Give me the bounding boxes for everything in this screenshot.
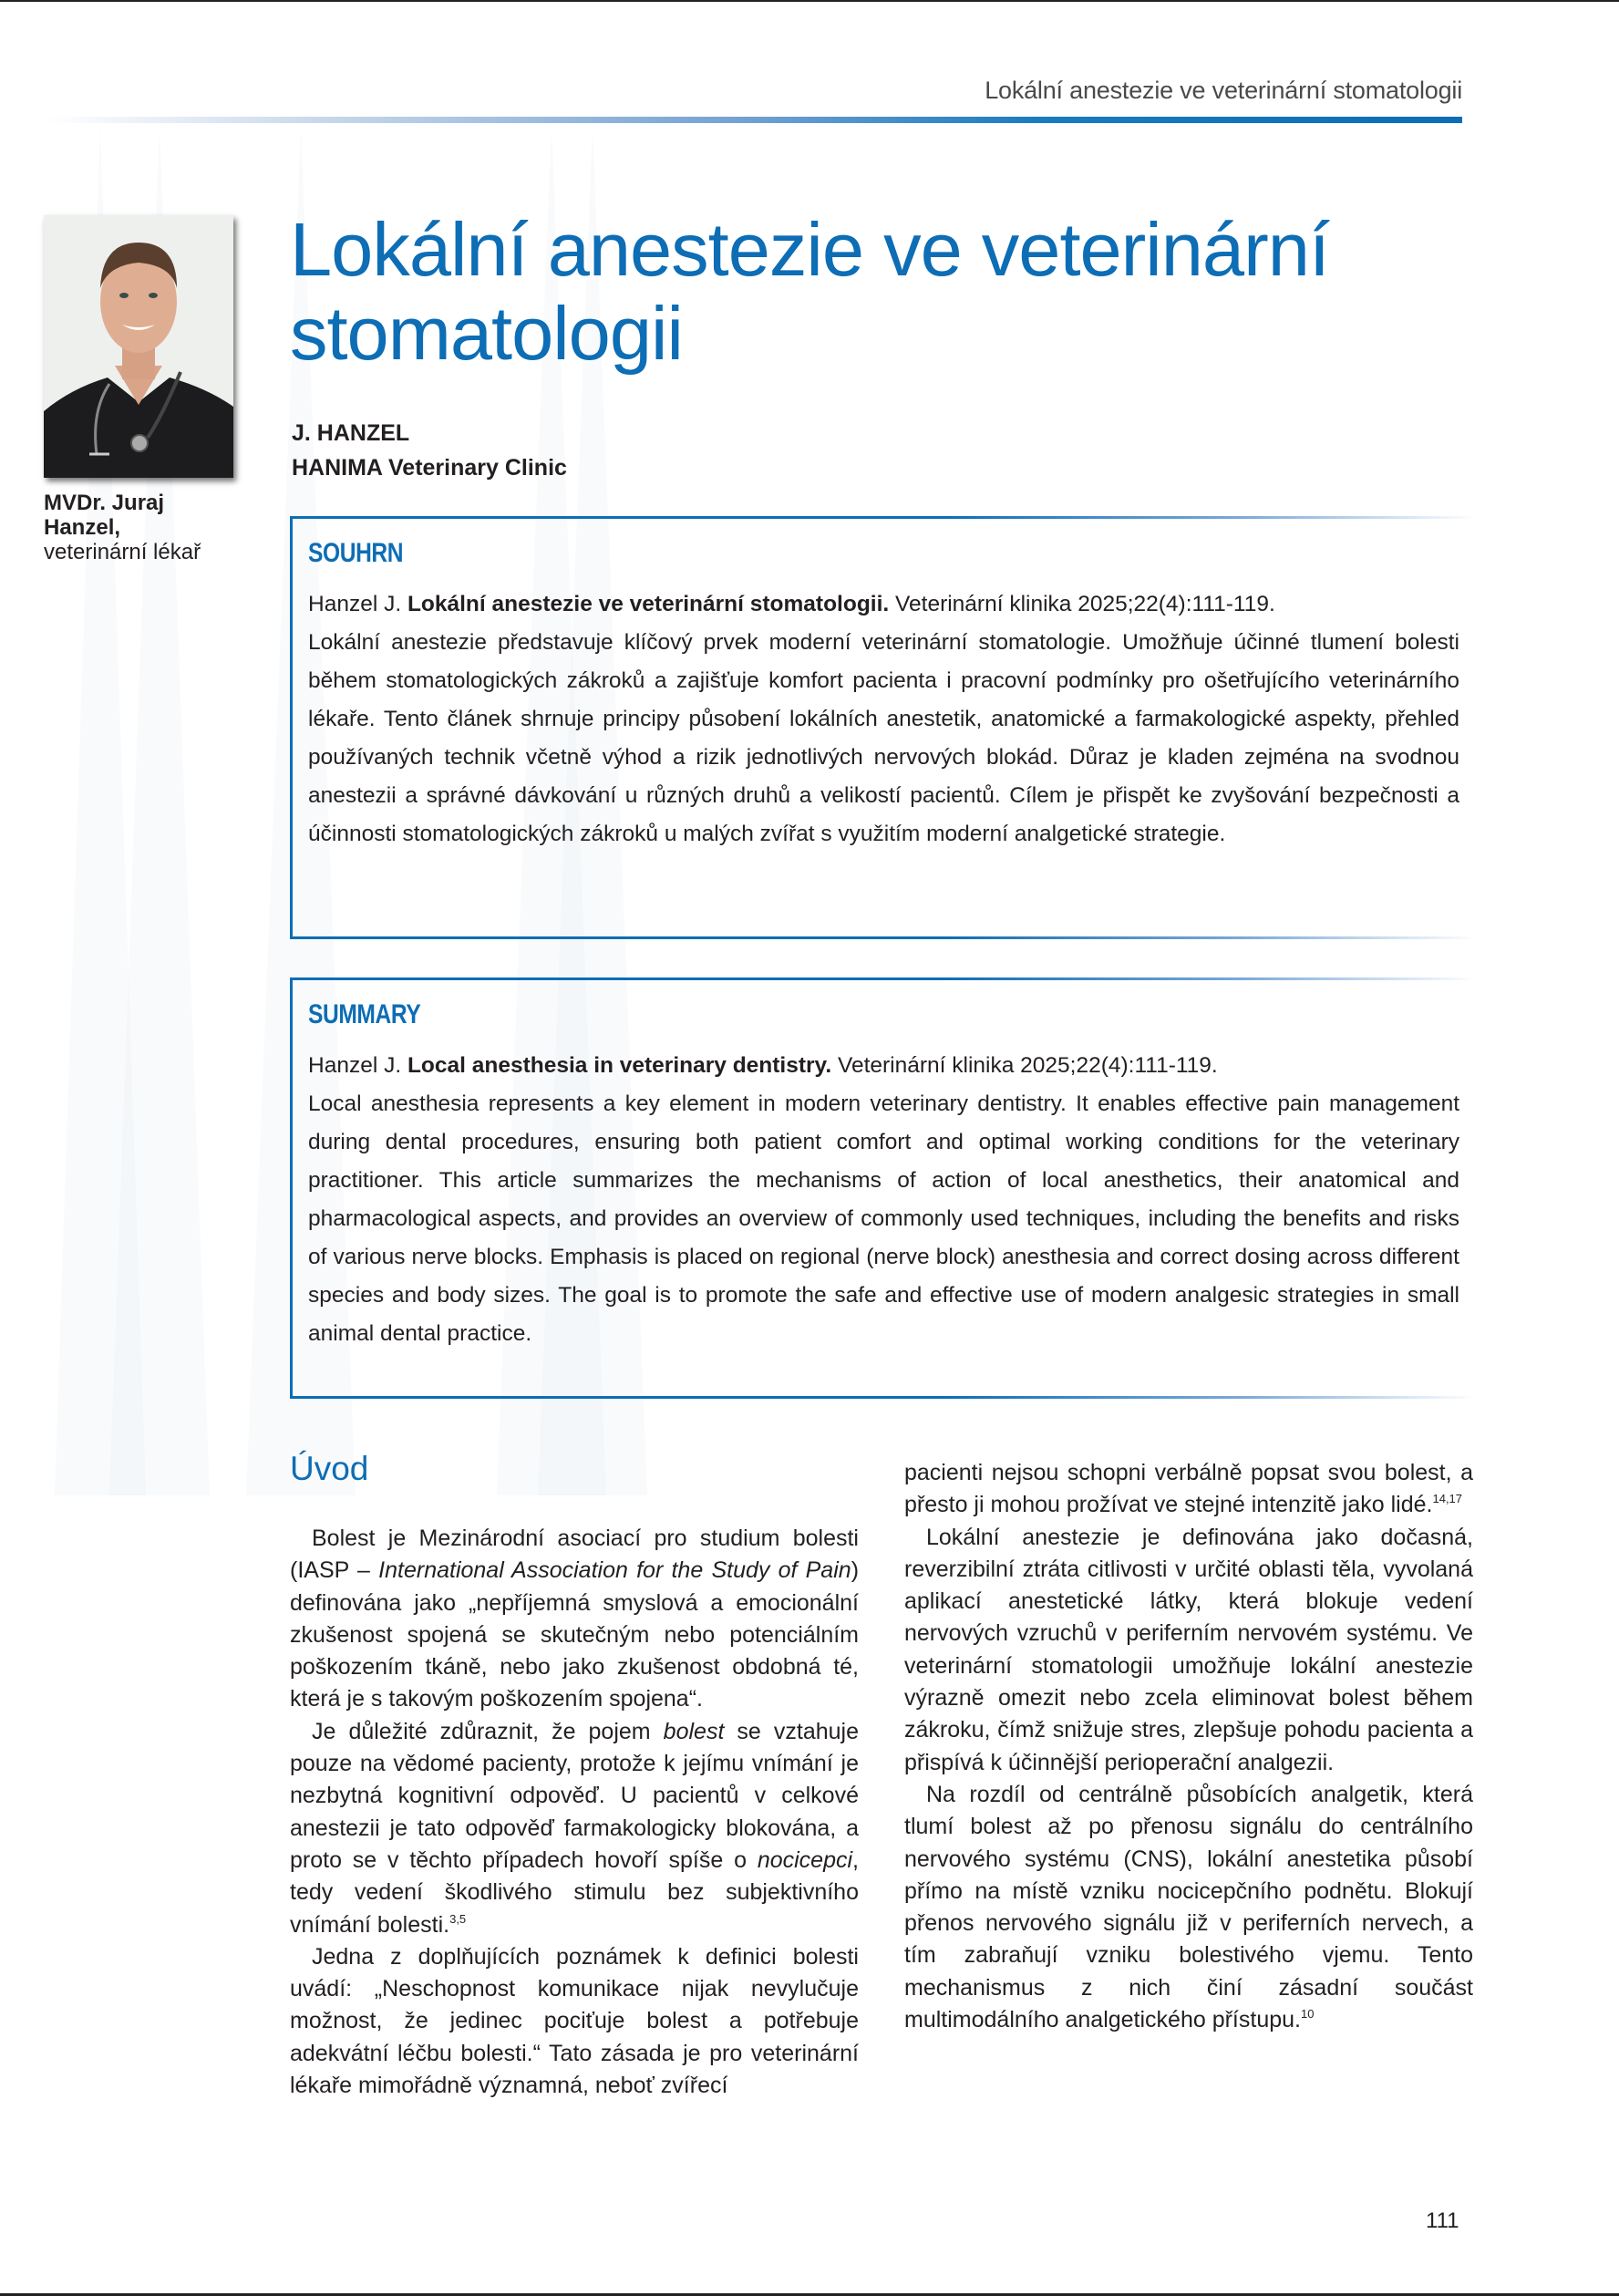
- body-column-left: [290, 1523, 859, 2102]
- paragraph: Jedna z doplňujících poznámek k definici bolesti uvádí: „Neschopnost komunikace nijak nevylučuje možnost, že jedinec pociťuje bolest a potřebuje adekvátní léčbu bolesti.“ Tato zásada je pro veterinární lékaře mimořádně významná, neboť zvířecí: [290, 1943, 859, 2099]
- author-name: MVDr. Juraj Hanzel,: [44, 491, 165, 540]
- citation-author: Hanzel J.: [308, 592, 407, 616]
- author-photo: [44, 215, 233, 478]
- abstract-czech-box: [290, 516, 1478, 939]
- abstract-czech-heading: SOUHRN: [308, 538, 404, 568]
- paragraph: Je důležité zdůraznit, že pojem bolest se vztahuje pouze na vědomé pacienty, protože k jejímu vnímání je nezbytná kognitivní odpověď. U pacientů v celkové anestezii je tato odpověď farmakologicky blokována, a proto se v těchto případech hovoří spíše o nocicepci, tedy vedení škodlivého stimulu bez subjektivního vnímání bolesti.$^{3,5}$: [290, 1718, 859, 1938]
- author-role: veterinární lékař: [44, 540, 201, 564]
- top-page-rule: [0, 0, 1619, 2]
- page-number: 111: [1426, 2208, 1459, 2233]
- abstract-english-heading: SUMMARY: [308, 999, 421, 1029]
- abstract-czech-text: [308, 585, 1459, 853]
- citation-author: Hanzel J.: [308, 1053, 407, 1078]
- citation-source: Veterinární klinika 2025;22(4):111-119.: [889, 592, 1275, 616]
- reference-superscript: 3,5: [449, 1911, 467, 1926]
- paragraph: Na rozdíl od centrálně působících analgetik, která tlumí bolest až po přenosu signálu do centrálního nervového systému (CNS), lokální anestetika působí přímo na místě vzniku nocicepčního podnětu. Blokují přenos nervového signálu již v periferních nervech, a tím zabraňují vzniku bolestivého vjemu. Tento mechanismus z nich činí zásadní součást multimodálního analgetického přístupu.$^{10}$: [904, 1781, 1473, 2033]
- author-block: [292, 416, 567, 485]
- reference-superscript: 10: [1301, 2007, 1315, 2022]
- citation-title: Local anesthesia in veterinary dentistry.: [407, 1053, 832, 1078]
- abstract-english-text: [308, 1047, 1459, 1353]
- reference-superscript: 14,17: [1432, 1492, 1463, 1506]
- author-portrait-icon: [44, 215, 233, 478]
- abstract-english-box: [290, 977, 1478, 1399]
- citation: [308, 585, 1459, 624]
- section-heading-intro: Úvod: [290, 1450, 369, 1487]
- header-gradient-bar: [46, 117, 1462, 123]
- paragraph: pacienti nejsou schopni verbálně popsat svou bolest, a přesto ji mohou prožívat ve stejné intenzitě jako lidé.$^{14,17}$: [904, 1460, 1473, 1518]
- citation: [308, 1047, 1459, 1085]
- citation-title: Lokální anestezie ve veterinární stomatologii.: [407, 592, 890, 616]
- running-head: Lokální anestezie ve veterinární stomatologii: [985, 77, 1462, 104]
- article-title: Lokální anestezie ve veterinární stomatologii: [290, 207, 1329, 376]
- abstract-english-body: Local anesthesia represents a key element in modern veterinary dentistry. It enables effective pain management during dental procedures, ensuring both patient comfort and optimal working conditions for the veterinary practitioner. This article summarizes the mechanisms of action of local anesthetics, their anatomical and pharmacological aspects, and provides an overview of commonly used techniques, including the benefits and risks of various nerve blocks. Emphasis is placed on regional (nerve block) anesthesia and correct dosing across different species and body sizes. The goal is to promote the safe and effective use of modern analgesic strategies in small animal dental practice.: [308, 1091, 1459, 1346]
- citation-source: Veterinární klinika 2025;22(4):111-119.: [831, 1053, 1218, 1078]
- author-line: J. HANZEL: [292, 420, 410, 446]
- abstract-czech-body: Lokální anestezie představuje klíčový prvek moderní veterinární stomatologie. Umožňuje účinné tlumení bolesti během stomatologických zákroků a zajišťuje komfort pacienta i pracovní podmínky pro ošetřujícího veterinárního lékaře. Tento článek shrnuje principy působení lokálních anestetik, anatomické a farmakologické aspekty, přehled používaných technik včetně výhod a rizik jednotlivých nervových blokád. Důraz je kladen zejména na svodnou anestezii a správné dávkování u různých druhů a velikostí pacientů. Cílem je přispět ke zvyšování bezpečnosti a účinnosti stomatologických zákroků u malých zvířat s využitím moderní analgetické strategie.: [308, 630, 1459, 846]
- affiliation-line: HANIMA Veterinary Clinic: [292, 455, 567, 481]
- paragraph: Bolest je Mezinárodní asociací pro studium bolesti (IASP – International Association for the Study of Pain) definována jako „nepříjemná smyslová a emocionální zkušenost spojená se skutečným nebo potenciálním poškozením tkáně, nebo jako zkušenost obdobná té, která je s takovým poškozením spojena“.: [290, 1525, 860, 1712]
- body-column-right: [904, 1457, 1473, 2036]
- paragraph: Lokální anestezie je definována jako dočasná, reverzibilní ztráta citlivosti v určité oblasti těla, vyvolaná aplikací anestetické látky, která blokuje vedení nervových vzruchů v periferním nervovém systému. Ve veterinární stomatologii umožňuje lokální anestezie výrazně omezit nebo zcela eliminovat bolest během zákroku, čímž snižuje stres, zlepšuje pohodu pacienta a přispívá k účinnější perioperační analgezii.: [904, 1524, 1473, 1775]
- author-caption: [44, 491, 244, 564]
